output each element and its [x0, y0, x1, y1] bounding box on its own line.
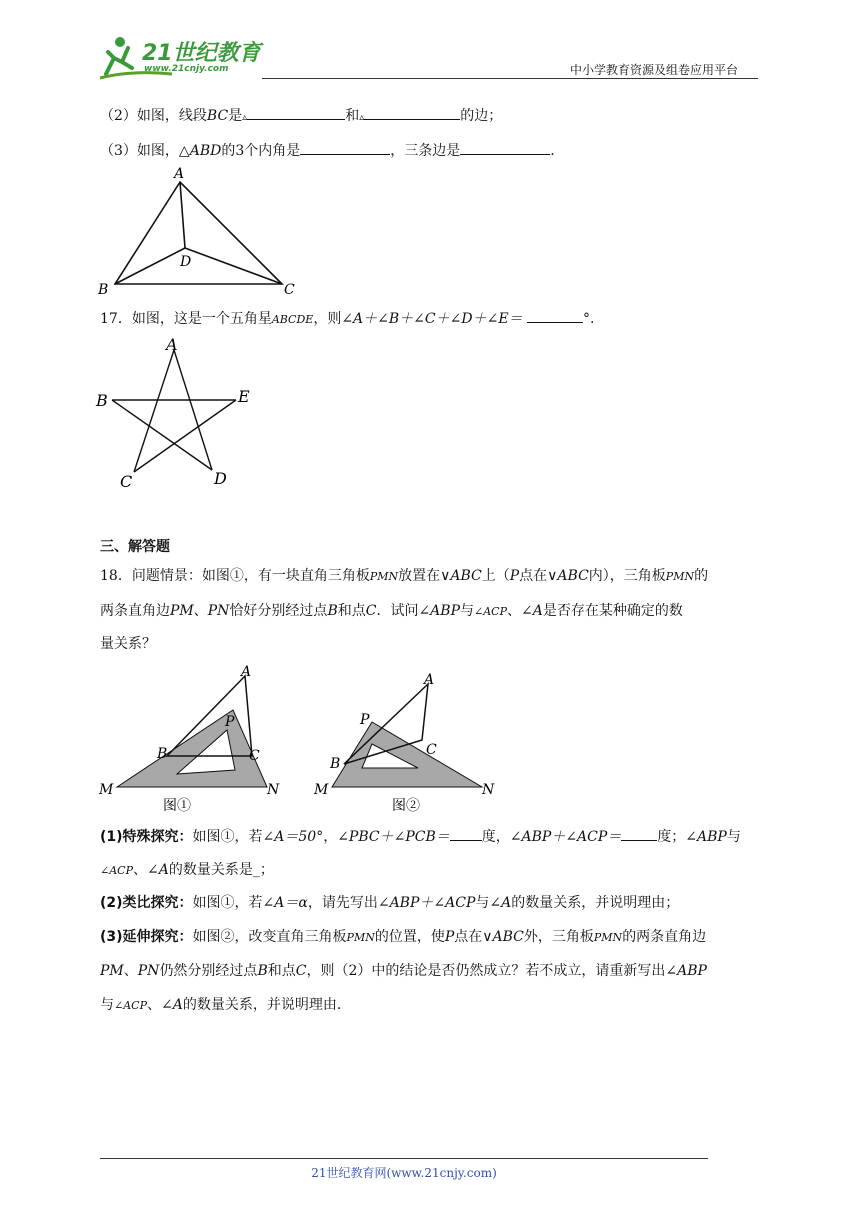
- sub3-line1: (3)延伸探究：如图②，改变直角三角板PMN的位置，使P点在∨ABC外，三角板PMN的两条直角边: [100, 929, 707, 945]
- label-c: C: [249, 748, 260, 764]
- answer-blank[interactable]: [364, 105, 460, 120]
- segment-cd: [185, 248, 282, 284]
- header-logo: [92, 34, 262, 80]
- label-n: N: [482, 782, 495, 798]
- sub1-line1: (1)特殊探究：如图①，若∠A＝50°，∠PBC＋∠PCB＝ 度，∠ABP＋∠ACP＝ 度；∠ABP与: [100, 826, 741, 847]
- logo-url: www.21cnjy.com: [144, 64, 229, 74]
- figure-18-1: [95, 660, 295, 820]
- triangle-abc: [115, 182, 282, 284]
- sub3-line2: PM、PN仍然分别经过点B和点C，则（2）中的结论是否仍然成立？若不成立，请重新写出∠ABP: [100, 963, 707, 979]
- label-a: A: [174, 166, 185, 182]
- sub2-line: (2)类比探究：如图①，若∠A＝α，请先写出∠ABP＋∠ACP与∠A的数量关系，并说明理由；: [100, 895, 680, 911]
- label-c: C: [120, 472, 133, 491]
- label-p: P: [360, 712, 370, 728]
- label-b: B: [98, 282, 109, 298]
- caption-fig2: 图②: [392, 798, 420, 814]
- platform-title: 中小学教育资源及组卷应用平台: [570, 63, 739, 77]
- label-c: C: [284, 282, 295, 298]
- figure-18-2: [310, 660, 510, 820]
- answer-blank[interactable]: [460, 140, 550, 155]
- figure-triangle-abd: [90, 160, 310, 300]
- q17-text: 17．如图，这是一个五角星ABCDE，则∠A＋∠B＋∠C＋∠D＋∠E＝ °.: [100, 308, 594, 330]
- answer-blank[interactable]: [527, 308, 583, 323]
- sub3-line3: 与∠ACP、∠A的数量关系，并说明理由.: [100, 997, 342, 1013]
- label-b: B: [330, 756, 341, 772]
- footer-link[interactable]: 21世纪教育网(www.21cnjy.com): [311, 1166, 497, 1180]
- q16-part3: （3）如图，△ABD的3个内角是 ，三条边是 .: [100, 140, 555, 161]
- set-square-shaded: [117, 710, 267, 787]
- answer-blank[interactable]: [247, 105, 345, 120]
- q16-part2: （2）如图，线段BC是▵ 和▵ 的边；: [100, 105, 502, 128]
- segment-ad: [180, 182, 185, 248]
- answer-blank[interactable]: [450, 826, 482, 841]
- segment-bd: [115, 248, 185, 284]
- label-c: C: [426, 742, 437, 758]
- figure-pentagram: [92, 332, 272, 494]
- caption-fig1: 图①: [163, 798, 191, 814]
- answer-blank[interactable]: [300, 140, 390, 155]
- label-a: A: [424, 672, 435, 688]
- label-m: M: [314, 782, 329, 798]
- label-b: B: [96, 391, 108, 410]
- label-d: D: [214, 469, 227, 488]
- label-d: D: [180, 254, 192, 270]
- label-n: N: [267, 782, 280, 798]
- section-heading: 三、解答题: [100, 539, 170, 555]
- label-p: P: [225, 714, 235, 730]
- label-b: B: [157, 746, 168, 762]
- q18-line1: 18．问题情景：如图①，有一块直角三角板PMN放置在∨ABC上（P点在∨ABC内），三角板PMN的: [100, 568, 709, 584]
- answer-blank[interactable]: [621, 826, 657, 841]
- label-e: E: [238, 387, 250, 406]
- footer-rule: [100, 1158, 708, 1159]
- label-a: A: [241, 664, 252, 680]
- q18-line2: 两条直角边PM、PN恰好分别经过点B和点C．试问∠ABP与∠ACP、∠A是否存在某种确定的数: [100, 603, 683, 619]
- q18-line3: 量关系？: [100, 636, 156, 652]
- sub1-line2: ∠ACP、∠A的数量关系是_；: [100, 862, 274, 878]
- label-m: M: [99, 782, 114, 798]
- label-a: A: [166, 335, 178, 354]
- header-rule: [262, 78, 758, 79]
- logo-text: 21世纪教育: [142, 41, 261, 66]
